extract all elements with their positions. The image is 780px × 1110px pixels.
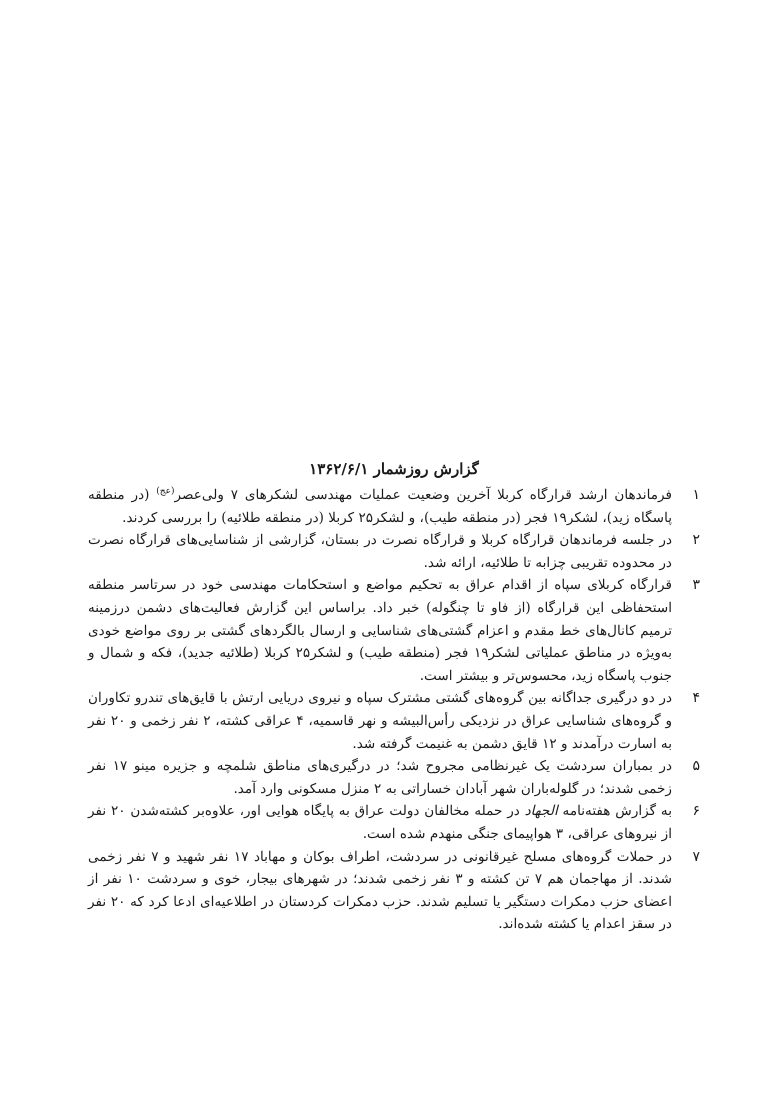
item-text-part: فرماندهان ارشد قرارگاه کربلا آخرین وضعیت عملیات مهندسی لشکرهای ۷ ولی‌عصر	[174, 487, 673, 503]
item-number: ۵	[692, 758, 700, 775]
report-item-5	[88, 755, 700, 800]
item-text-part: (در منطقه پاسگاه زید)، لشکر۱۹ فجر (در منطقه طیب)، و لشکر۲۵ کربلا (در منطقه طلائیه) را بررسی کردند.	[88, 487, 672, 526]
item-text: در بمباران سردشت یک غیرنظامی مجروح شد؛ در درگیری‌های مناطق شلمچه و جزیره مینو ۱۷ نفر زخمی شدند؛ در گلوله‌باران شهر آبادان خساراتی به ۲ منزل مسکونی وارد آمد.	[88, 758, 673, 797]
publication-name: الجهاد	[524, 803, 558, 820]
item-text	[88, 800, 672, 845]
item-text	[88, 484, 672, 529]
item-text-part: به گزارش هفته‌نامه	[557, 803, 672, 820]
item-number: ۱	[692, 487, 700, 503]
report-title: گزارش روزشمار ۱۳۶۲/۶/۱	[309, 460, 479, 478]
item-text: در حملات گروه‌های مسلح غیرقانونی در سردشت، اطراف بوکان و مهاباد ۱۷ نفر شهید و ۷ نفر زخمی شدند. از مهاجمان هم ۷ تن کشته و ۳ نفر زخمی شدند؛ در شهرهای بیجار، خوی و سردشت ۱۰ نفر از اعضای حزب دمکرات دستگیر یا تسلیم شدند. حزب دمکرات کردستان در اطلاعیه‌ای ادعا کرد که ۲۰ نفر در سقز اعدام یا کشته شده‌اند.	[88, 848, 673, 933]
report-item-2	[88, 529, 700, 574]
report-item-3	[88, 574, 700, 687]
item-number: ۴	[692, 690, 700, 707]
item-number: ۶	[692, 803, 700, 820]
item-number: ۷	[692, 848, 700, 865]
report-item-1	[88, 484, 700, 529]
honorific-superscript: (عج)	[156, 486, 175, 497]
daily-report	[88, 458, 700, 936]
item-text-part: در حمله مخالفان دولت عراق به پایگاه هوایی اور، علاوه‌بر کشته‌شدن ۲۰ نفر از نیروهای عراقی، ۳ هواپیمای جنگی منهدم شده است.	[88, 803, 672, 842]
item-number: ۳	[692, 577, 700, 594]
item-text: قرارگاه کربلای سپاه از اقدام عراق به تحکیم مواضع و استحکامات مهندسی خود در سرتاسر منطقه استحفاظی این قرارگاه (از فاو تا چنگوله) خبر داد. براساس این گزارش فعالیت‌های دشمن درزمینه ترمیم کانال‌های خط مقدم و اعزام گشتی‌های شناسایی و ارسال بالگردهای گشتی بر روی مواضع خودی به‌ویژه در مناطق عملیاتی لشکر۱۹ فجر (منطقه طیب) و لشکر۲۵ کربلا (طلائیه جدید)، فکه و شمال و جنوب پاسگاه زید، محسوس‌تر و بیشتر است.	[88, 577, 672, 684]
item-number: ۲	[692, 532, 700, 549]
report-items	[88, 484, 700, 936]
item-text: در جلسه فرماندهان قرارگاه کربلا و قرارگاه نصرت در بستان، گزارشی از شناسایی‌های قرارگاه نصرت در محدوده تقریبی چزابه تا طلائیه، ارائه شد.	[88, 532, 672, 571]
report-item-6	[88, 800, 700, 845]
report-item-4	[88, 687, 700, 755]
report-item-7	[88, 846, 700, 936]
item-text: در دو درگیری جداگانه بین گروه‌های گشتی مشترک سپاه و نیروی دریایی ارتش با قایق‌های تندرو تکاوران و گروه‌های شناسایی عراق در نزدیکی رأس‌البیشه و نهر قاسمیه، ۴ عراقی کشته، ۲ نفر زخمی و ۲۰ نفر به اسارت درآمدند و ۱۲ قایق دشمن به غنیمت گرفته شد.	[88, 690, 673, 752]
